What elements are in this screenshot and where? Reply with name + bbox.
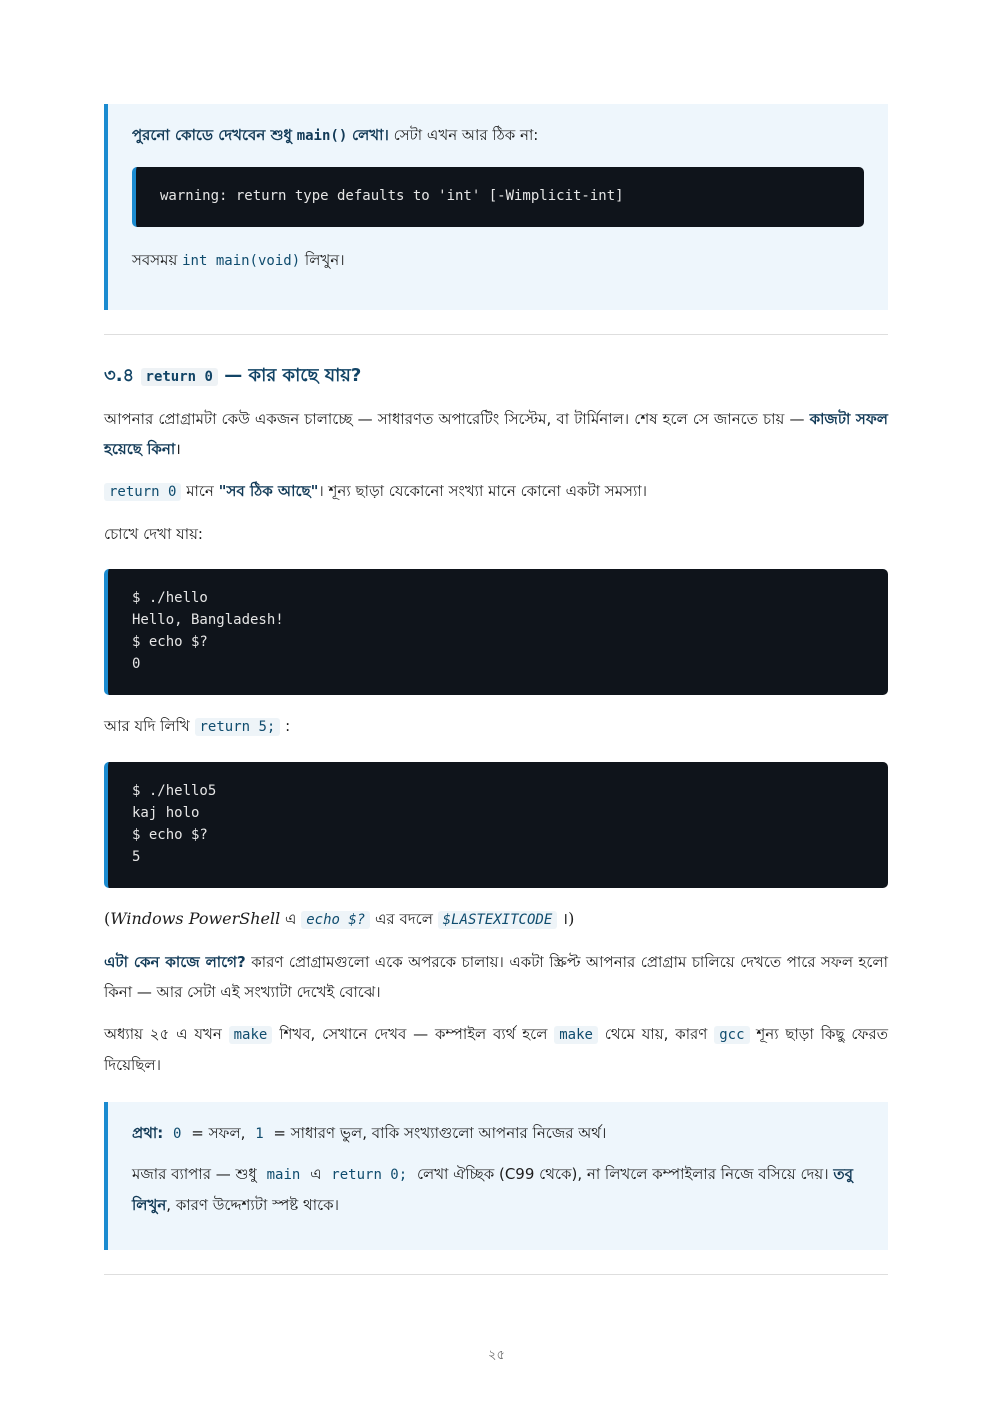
paragraph-text: থেমে যায়, কারণ (604, 1025, 708, 1043)
callout-text-part: মজার ব্যাপার — শুধু (132, 1165, 257, 1183)
paragraph (104, 947, 888, 1007)
paragraph-text: : (285, 717, 291, 735)
code-line: $ echo $? (132, 827, 208, 843)
callout-bold-suffix: লেখা। (352, 126, 389, 144)
paragraph (104, 1019, 888, 1080)
callout-text (132, 1159, 864, 1220)
paragraph-text: অধ্যায় ২৫ এ যখন (104, 1025, 222, 1043)
paragraph-text: ( (104, 909, 111, 928)
section-title: — কার কাছে যায়? (224, 365, 362, 386)
callout-advice (132, 245, 864, 276)
code-line: $ ./hello (132, 590, 208, 606)
paragraph-italic: Windows PowerShell (110, 909, 281, 928)
paragraph-text: শূন্য ছাড়া কিছু ফেরত দিয়েছিল। (104, 1025, 888, 1074)
section-heading (104, 363, 888, 390)
page-number: ২৫ (488, 1348, 505, 1363)
paragraph-bold: কাজটা সফল হয়েছে কিনা (104, 410, 888, 458)
paragraph-bold: "সব ঠিক আছে" (218, 482, 319, 500)
inline-code: gcc (714, 1026, 749, 1044)
code-line: warning: return type defaults to 'int' [-Wimplicit-int] (160, 188, 624, 204)
callout-bold-prefix: পুরনো কোডে দেখবেন শুধু (132, 126, 292, 144)
callout-text (132, 120, 864, 151)
paragraph (104, 404, 888, 464)
paragraph (104, 519, 888, 549)
inline-code: int main(void) (182, 253, 301, 269)
inline-code: main (266, 1167, 301, 1183)
inline-code: return 0; (331, 1167, 408, 1183)
terminal-code-block (104, 569, 888, 695)
terminal-code-block (104, 762, 888, 888)
section-number: ৩.৪ (104, 365, 135, 386)
divider (104, 1274, 888, 1275)
advice-suffix: লিখুন। (304, 251, 345, 269)
callout-text-part: , কারণ উদ্দেশ্যটা স্পষ্ট থাকে। (166, 1196, 339, 1214)
paragraph-text: এ (285, 910, 297, 928)
paragraph-text: । শূন্য ছাড়া যেকোনো সংখ্যা মানে কোনো একটা সমস্যা। (318, 482, 648, 500)
inline-code: 0 (173, 1126, 182, 1142)
paragraph-text: মানে (186, 482, 214, 500)
paragraph-text: ।) (562, 909, 575, 928)
code-line: kaj holo (132, 805, 200, 821)
page-content (104, 104, 888, 1275)
paragraph-text: আর যদি লিখি (104, 717, 190, 735)
paragraph (104, 711, 888, 742)
callout-text-part: এ (310, 1165, 322, 1183)
callout-text-rest: সেটা এখন আর ঠিক না: (388, 126, 539, 144)
callout-text-part: = সফল, (191, 1124, 246, 1142)
code-line: 5 (132, 849, 141, 865)
inline-code: 1 (255, 1126, 264, 1142)
code-line: $ ./hello5 (132, 783, 217, 799)
advice-prefix: সবসময় (132, 251, 178, 269)
code-line: 0 (132, 656, 141, 672)
inline-code: $LASTEXITCODE (438, 911, 558, 929)
convention-callout (104, 1102, 888, 1250)
paragraph (104, 904, 888, 935)
inline-code: return 0 (104, 483, 181, 501)
callout-text-part: = সাধারণ ভুল, বাকি সংখ্যাগুলো আপনার নিজের অর্থ। (273, 1124, 607, 1142)
warning-code-block (132, 167, 864, 227)
inline-code: return 5; (195, 718, 281, 736)
paragraph-text: এর বদলে (375, 910, 433, 928)
inline-code: echo $? (301, 911, 370, 929)
note-callout (104, 104, 888, 310)
callout-bold: তবু লিখুন (132, 1165, 853, 1214)
code-line: Hello, Bangladesh! (132, 612, 284, 628)
paragraph-text: চোখে দেখা যায়: (104, 525, 203, 543)
callout-text (132, 1118, 864, 1149)
paragraph-text: আপনার প্রোগ্রামটা কেউ একজন চালাচ্ছে — সাধারণত অপারেটিং সিস্টেম, বা টার্মিনাল। শেষ হলে সে জানতে চায় — (104, 410, 805, 428)
heading-code: return 0 (141, 368, 218, 386)
paragraph-end: । (175, 440, 181, 458)
inline-code: main() (296, 128, 348, 144)
paragraph (104, 476, 888, 507)
paragraph-text: কারণ প্রোগ্রামগুলো একে অপরকে চালায়। একটা স্ক্রিপ্ট আপনার প্রোগ্রাম চালিয়ে দেখতে পারে সফল হলো কিনা — আর সেটা এই সংখ্যাটা দেখেই বোঝে। (104, 953, 888, 1001)
inline-code: make (229, 1026, 273, 1044)
paragraph-bold: এটা কেন কাজে লাগে? (104, 953, 246, 971)
paragraph-text: শিখব, সেখানে দেখব — কম্পাইল ব্যর্থ হলে (279, 1025, 548, 1043)
divider (104, 334, 888, 335)
code-line: $ echo $? (132, 634, 208, 650)
inline-code: make (554, 1026, 598, 1044)
callout-bold: প্রথা: (132, 1124, 164, 1142)
callout-text-part: লেখা ঐচ্ছিক (C99 থেকে), না লিখলে কম্পাইলার নিজে বসিয়ে দেয়। (416, 1165, 829, 1183)
